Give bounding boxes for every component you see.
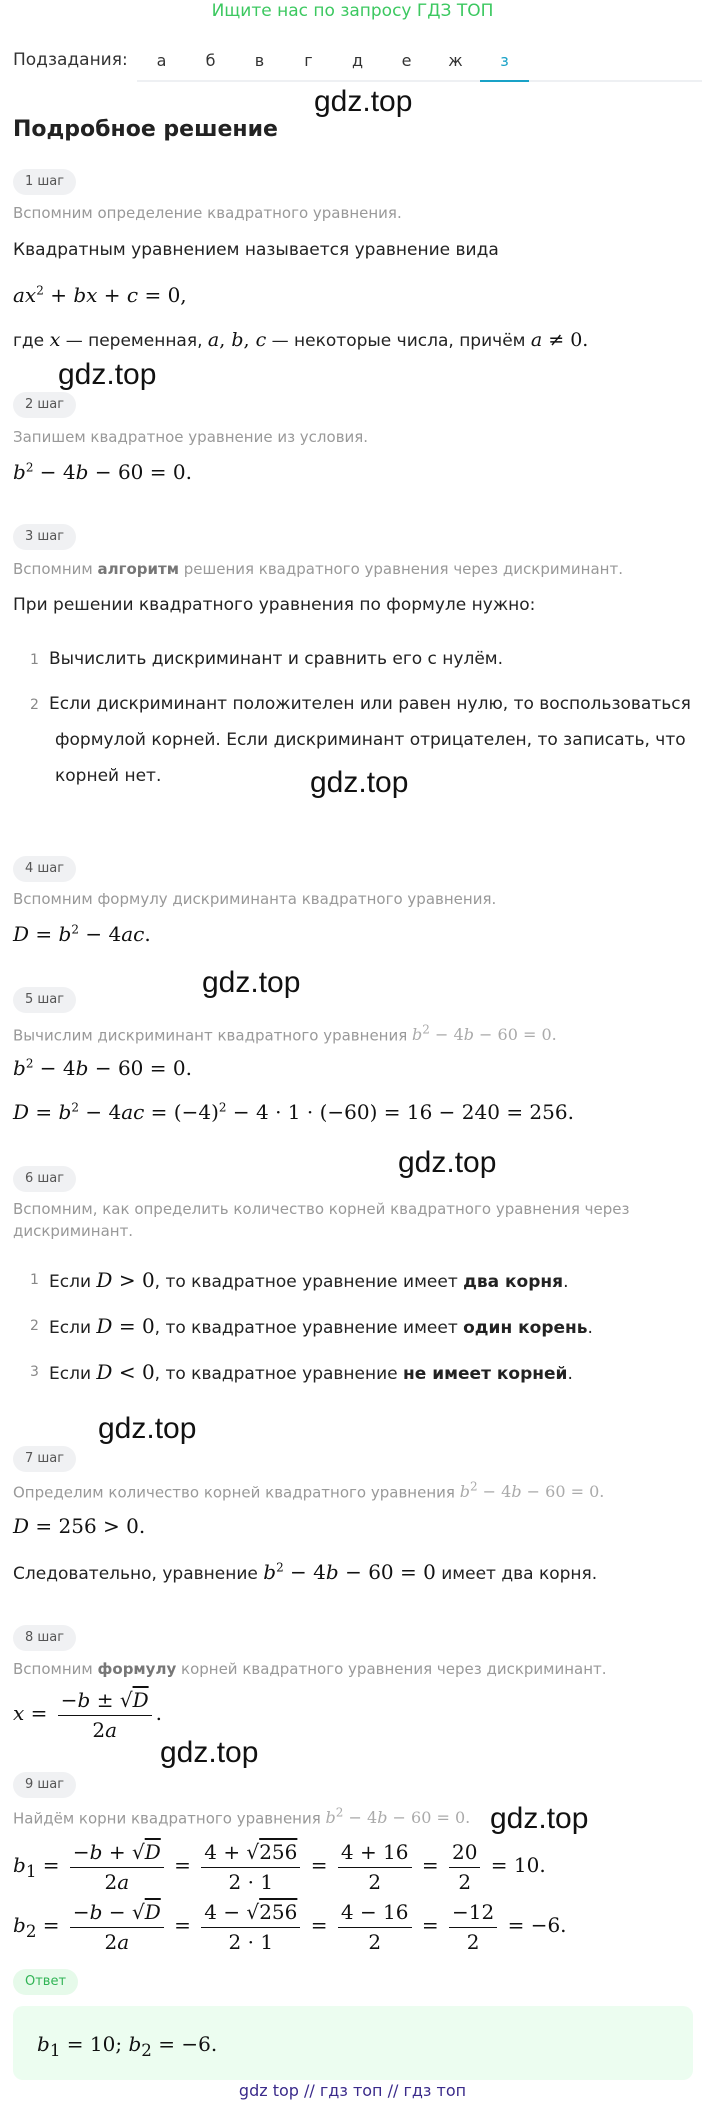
list-number: 3 xyxy=(30,1364,39,1380)
step-badge: 5 шаг xyxy=(13,987,76,1013)
step-note: Вспомним, как определить количество корней квадратного уравнения через xyxy=(13,1200,630,1218)
math-formula: $D = b^2 - 4ac = (-4)^2 - 4 \cdot 1 \cdot (-60) = 16 - 240 = 256$. xyxy=(13,1100,574,1124)
list-item: корней нет. xyxy=(55,766,162,786)
step-note: Вычислим дискриминант квадратного уравнения $b^2 - 4b - 60 = 0$. xyxy=(13,1023,557,1045)
step-note: Вспомним алгоритм решения квадратного уравнения через дискриминант. xyxy=(13,560,623,578)
step-badge: 3 шаг xyxy=(13,524,76,550)
step-text: Следовательно, уравнение $b^2 - 4b - 60 = 0$ имеет два корня. xyxy=(13,1560,598,1584)
step-note: дискриминант. xyxy=(13,1222,134,1240)
step-badge: 4 шаг xyxy=(13,856,76,882)
list-number: 1 xyxy=(30,1272,39,1288)
math-formula: $b^2 - 4b - 60 = 0$. xyxy=(13,1056,192,1080)
step-badge: 9 шаг xyxy=(13,1772,76,1798)
watermark: gdz.top xyxy=(310,766,409,799)
watermark: gdz.top xyxy=(314,85,413,118)
step-note: Вспомним формулу дискриминанта квадратного уравнения. xyxy=(13,890,497,908)
step-note: Запишем квадратное уравнение из условия. xyxy=(13,428,369,446)
step-text: При решении квадратного уравнения по формуле нужно: xyxy=(13,595,536,615)
math-formula: $ax^2$ + bx + c = 0, xyxy=(13,283,187,307)
watermark: gdz.top xyxy=(98,1412,197,1445)
math-formula: $b^2 - 4b - 60 = 0$. xyxy=(13,460,192,484)
list-number: 2 xyxy=(30,1318,39,1334)
watermark: gdz.top xyxy=(202,966,301,999)
math-formula: $b_2$ = $\frac{-b - √D}{2a}$ = $\frac{4 - √256}{2 \cdot 1}$ = $\frac{4 - 16}{2}$ = $\frac{-12}{2}$ = −6. xyxy=(13,1900,567,1954)
watermark: gdz.top xyxy=(490,1802,589,1835)
list-item: формулой корней. Если дискриминант отрицателен, то записать, что xyxy=(55,730,686,750)
list-item: Если D = 0, то квадратное уравнение имеет один корень. xyxy=(49,1314,593,1338)
list-item: Если D > 0, то квадратное уравнение имеет два корня. xyxy=(49,1268,569,1292)
math-formula: D = 256 > 0. xyxy=(13,1514,146,1538)
answer-box xyxy=(13,2006,693,2080)
list-item: Если дискриминант положителен или равен нулю, то воспользоваться xyxy=(49,694,691,714)
step-badge: 6 шаг xyxy=(13,1166,76,1192)
list-number: 1 xyxy=(30,652,39,668)
step-badge: 7 шаг xyxy=(13,1446,76,1472)
list-number: 2 xyxy=(30,697,39,713)
math-formula: x = $\frac{-b \pm √D}{2a}$ . xyxy=(13,1688,162,1742)
step-text: где x — переменная, a, b, c — некоторые числа, причём a ≠ 0. xyxy=(13,329,589,351)
tab-z[interactable]: з xyxy=(480,44,529,82)
answer-formula: $b_1 = 10$; $b_2 = -6$. xyxy=(37,2032,218,2060)
subtasks-label: Подзадания: xyxy=(13,50,128,70)
watermark: gdz.top xyxy=(58,358,157,391)
tab-a[interactable]: а xyxy=(156,51,167,70)
watermark: gdz.top xyxy=(398,1146,497,1179)
promo-banner[interactable]: Ищите нас по запросу ГДЗ ТОП xyxy=(211,1,494,21)
tab-g[interactable]: г xyxy=(304,51,313,70)
step-note: Найдём корни квадратного уравнения $b^2 - 4b - 60 = 0$. xyxy=(13,1806,471,1828)
math-formula: $b_1$ = $\frac{-b + √D}{2a}$ = $\frac{4 + √256}{2 \cdot 1}$ = $\frac{4 + 16}{2}$ = $\frac{20}{2}$ = 10. xyxy=(13,1840,546,1894)
step-note: Вспомним формулу корней квадратного уравнения через дискриминант. xyxy=(13,1660,607,1678)
subtask-tabs xyxy=(137,44,702,82)
section-title: Подробное решение xyxy=(13,117,278,142)
step-badge: 2 шаг xyxy=(13,392,76,418)
list-item: Вычислить дискриминант и сравнить его с нулём. xyxy=(49,649,504,669)
tab-zh[interactable]: ж xyxy=(448,51,463,70)
step-note: Определим количество корней квадратного уравнения $b^2 - 4b - 60 = 0$. xyxy=(13,1480,605,1502)
step-text: Квадратным уравнением называется уравнение вида xyxy=(13,240,499,260)
tab-b[interactable]: б xyxy=(205,51,216,70)
math-formula: $D = b^2 - 4ac$. xyxy=(13,922,151,946)
watermark: gdz.top xyxy=(160,1736,259,1769)
list-item: Если D < 0, то квадратное уравнение не имеет корней. xyxy=(49,1360,573,1384)
footer-links[interactable]: gdz top // гдз топ // гдз топ xyxy=(238,2081,467,2100)
step-note: Вспомним определение квадратного уравнения. xyxy=(13,204,402,222)
tab-d[interactable]: д xyxy=(351,51,364,70)
answer-badge: Ответ xyxy=(13,1969,78,1995)
step-badge: 1 шаг xyxy=(13,169,76,195)
tab-v[interactable]: в xyxy=(254,51,265,70)
tab-e[interactable]: е xyxy=(401,51,412,70)
step-badge: 8 шаг xyxy=(13,1625,76,1651)
